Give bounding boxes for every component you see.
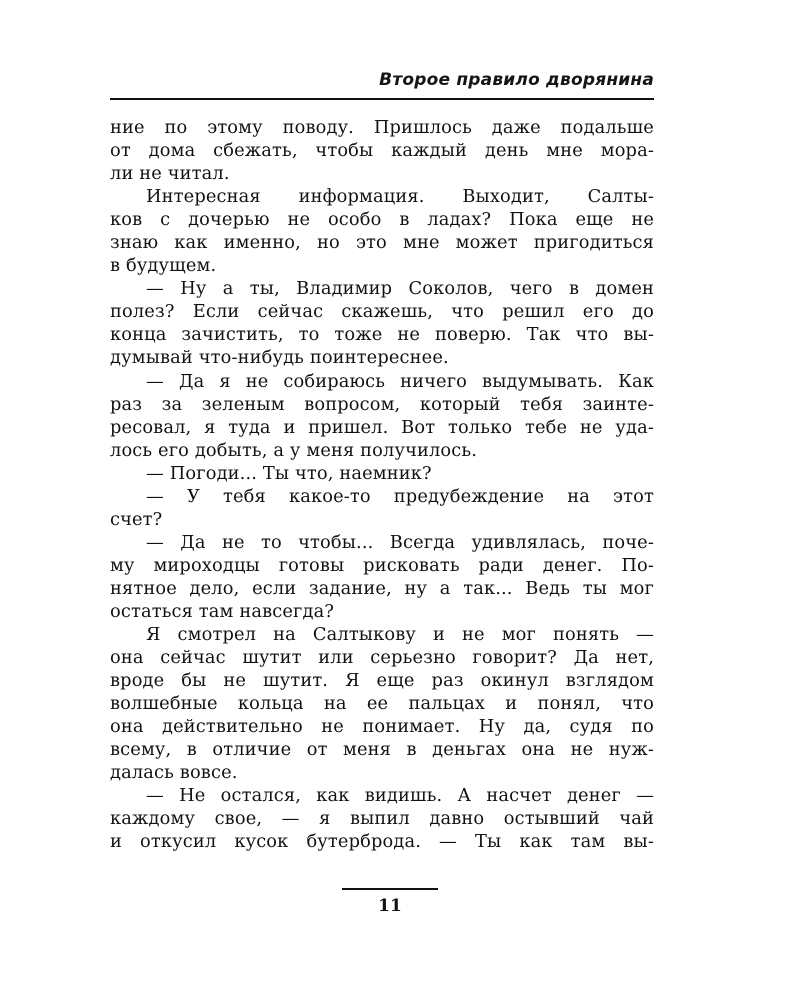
text-line: и откусил кусок бутерброда. — Ты как там вы- [110, 831, 654, 853]
text-line: ков с дочерью не особо в ладах? Пока еще не [110, 209, 654, 231]
text-line: волшебные кольца на ее пальцах и понял, что [110, 693, 654, 715]
text-line: всему, в отличие от меня в деньгах она не нуж- [110, 739, 654, 761]
text-line: ресовал, я туда и пришел. Вот только тебе не уда- [110, 416, 654, 438]
text-line: знаю как именно, но это мне может пригодиться [110, 232, 654, 254]
page-number: 11 [378, 896, 402, 916]
text-line: она действительно не понимает. Ну да, судя по [110, 716, 654, 738]
text-line: — Не остался, как видишь. А насчет денег — [146, 785, 654, 807]
text-line: — Ну а ты, Владимир Соколов, чего в домен [146, 278, 654, 300]
text-line: нятное дело, если задание, ну а так... Ведь ты мог [110, 577, 654, 599]
text-line: остаться там навсегда? [110, 600, 335, 622]
text-line: она сейчас шутит или серьезно говорит? Да нет, [110, 647, 654, 669]
text-line: Я смотрел на Салтыкову и не мог понять — [146, 624, 654, 646]
text-line: му мироходцы готовы рисковать ради денег. По- [110, 554, 654, 576]
text-line: далась вовсе. [110, 762, 238, 784]
text-line: каждому свое, — я выпил давно остывший чай [110, 808, 654, 830]
body-text [110, 116, 654, 854]
text-line: Интересная информация. Выходит, Салты- [146, 186, 654, 208]
text-line: вроде бы не шутит. Я еще раз окинул взглядом [110, 670, 654, 692]
footer-rule [342, 888, 438, 890]
running-title: Второе правило дворянина [379, 70, 654, 90]
text-line: — Погоди... Ты что, наемник? [146, 462, 432, 484]
text-line: ние по этому поводу. Пришлось даже подальше [110, 117, 654, 138]
text-line: от дома сбежать, чтобы каждый день мне мора- [110, 140, 654, 162]
text-line: думывай что-нибудь поинтереснее. [110, 347, 449, 369]
text-line: — У тебя какое-то предубеждение на этот [146, 485, 654, 507]
text-line: счет? [110, 508, 163, 530]
text-line: — Да не то чтобы... Всегда удивлялась, поче- [146, 531, 654, 553]
text-line: — Да я не собираюсь ничего выдумывать. Как [146, 370, 654, 392]
text-line: раз за зеленым вопросом, который тебя заинте- [110, 393, 654, 415]
text-line: лось его добыть, а у меня получилось. [110, 439, 478, 461]
text-line: в будущем. [110, 255, 217, 277]
text-line: полез? Если сейчас скажешь, что решил его до [110, 301, 654, 323]
text-line: ли не читал. [110, 163, 230, 185]
header-rule [110, 98, 654, 100]
text-line: конца зачистить, то тоже не поверю. Так что вы- [110, 324, 654, 346]
